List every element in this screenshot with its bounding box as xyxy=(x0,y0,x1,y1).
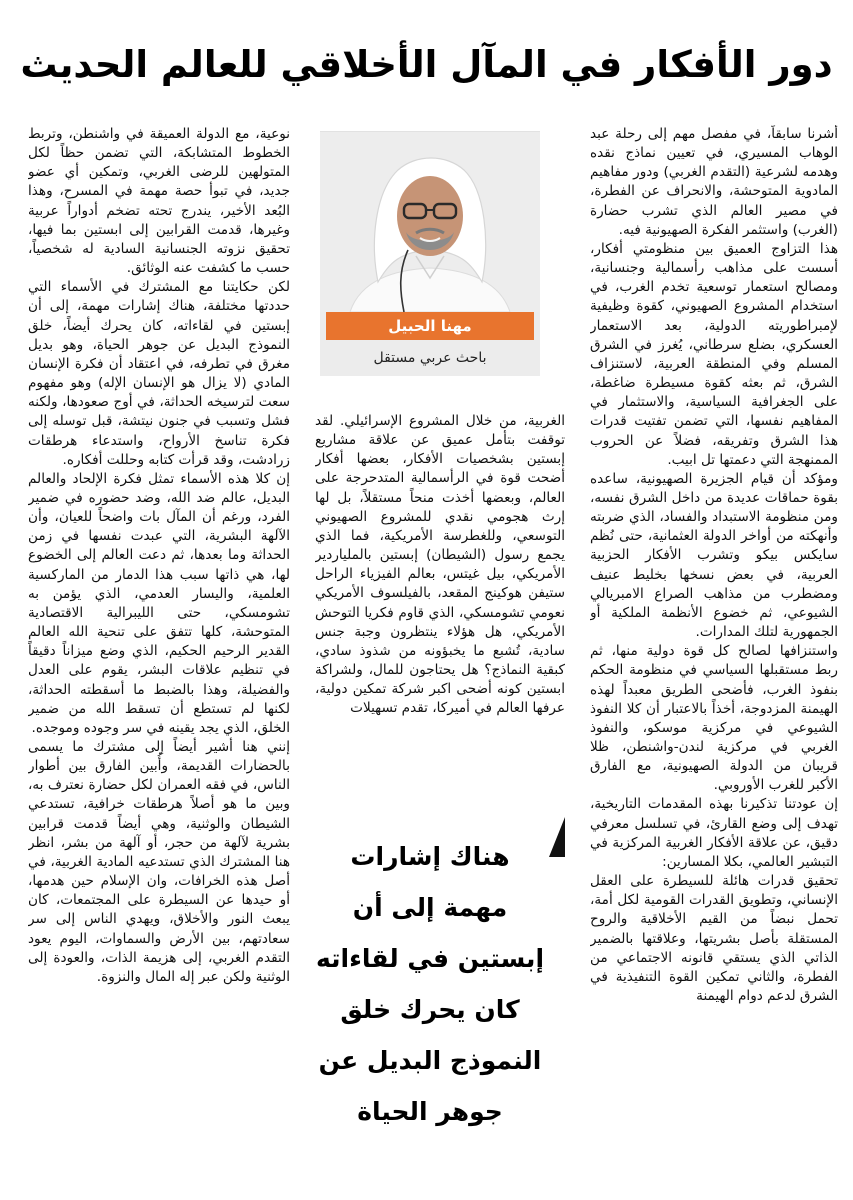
paragraph: واستنزافها لصالح كل قوة دولية منها، ثم ربط مستقبلها السياسي في منظومة الحكم بنفوذ الغرب، فأضحى الطريق معبداً لهذه الهيمنة المزدوجة، أخذاً بالاعتبار أن كلا النفوذ الشيوعي في مركزية موسكو، والنفوذ الغربي في مركزية لندن-واشنطن، ظلا قريبان من الدولة الصهيونية، مع الفارق الأكبر للغرب الأوروبي. xyxy=(590,643,838,794)
article-column-middle xyxy=(315,412,565,787)
paragraph: إن كلا هذه الأسماء تمثل فكرة الإلحاد والعالم البديل، عالم ضد الله، وضد حضوره في ضمير الفرد، ورغم أن المآل بات واضحاً للعيان، وأن الآلهة البشرية، التي عبدت نفسها في زمن الحداثة وما بعدها، ثم دعت العالم إلى الخضوع لها، هي ذاتها سبب هذا الدمار من الماركسية العلمية، واليسار العدمي، الذي يؤمن به تشومسكي، حتى الليبرالية الاقتصادية المتوحشة، كلها تتفق على تنحية الله العالم القدير الرحيم الحكيم، الذي وضع ميزاناً دقيقاً في تنظيم علاقات البشر، يقوم على العدل والفضيلة، وهذا بالضبط ما أسقطته الحداثة، لكنها لم تستطع أن تسقط الله من ضمير الخلق، الذي يجد يقينه في سر وجوده وموجده. xyxy=(28,470,290,736)
paragraph: إن عودتنا تذكيرنا بهذه المقدمات التاريخية، تهدف إلى وضع القارئ، في تسلسل معرفي دقيق، عن علاقة الأفكار الغربية المركزية في التبشير العالمي، بكلا المسارين: xyxy=(590,796,838,870)
paragraph: إنني هنا أشير أيضاً إلى مشترك ما يسمى بالحضارات القديمة، وأُبين الفارق بين أطوار الناس، في فقه العمران لكل حضارة نعترف به، وبين ما هو أصلاً هرطقات خرافية، تستدعي الشيطان والوثنية، وهي أيضاً قدمت قرابين بشرية لآلهة من حجر، أو آلهة من بشر، انظر هنا المشترك الذي تستدعيه المادية الغربية، في أصل هذه الخرافات، وان الإسلام حين هدمها، أو حيدها عن السيطرة على المجتمعات، كان يبعث النور والأخلاق، ويهدي الناس إلى سر سعادتهم، بين الأرض والسماوات، اليوم يعود التقدم الغربي، إلى هزيمة الذات، والعودة إلى الوثنية ولكن عبر إله المال والنزوة. xyxy=(28,739,290,985)
pull-quote-text: هناك إشارات مهمة إلى أن إبستين في لقاءاته كان يحرك خلق النموذج البديل عن جوهر الحياة xyxy=(315,842,545,1126)
author-photo xyxy=(320,132,540,312)
quote-corner-icon xyxy=(545,817,565,857)
author-box xyxy=(320,131,540,376)
paragraph: نوعية، مع الدولة العميقة في واشنطن، وتربط الخطوط المتشابكة، التي تضمن حظاً لكل المتولهين للرضى الغربي، وتمكين أي عضو جديد، في تبوأ حصة مهمة في المسرح، وهذا البُعد الأخير، يندرج تحته تضخم أدواراً عربية وغيرها، قدمت القرابين إلى ابستين بما فيها، تحقيق نزوته الجنسانية السادية له شخصياً، حسب ما كشفت عنه الوثائق. xyxy=(28,126,290,277)
author-name: مهنا الحبيل xyxy=(326,312,534,340)
paragraph: الغربية، من خلال المشروع الإسرائيلي. لقد توقفت بتأمل عميق عن علاقة مشاريع إبستين بشخصيات الأفكار، بعضها أفكار أضحت قوة في الرأسمالية المتدحرجة على العالم، وبعضها أخذت منحاً مستقلاً، بل لها إرث هجومي نقدي للمشروع الصهيوني التوسعي، وللغطرسة الأمريكية، فما الذي يجمع رسول (الشيطان) إبستين بالملياردير الأمريكي، بيل غيتس، بعالم الفيزياء الراحل ستيفن هوكينج المقعد، بالفيلسوف الأمريكي نعومي تشومسكي، الذي قاوم فكريا التوحش الأمريكي، هل هؤلاء ينتظرون وجبة جنس سادية، تُشبع ما يخبؤونه من شذوذ سادي، كبقية النماذج؟ هل يحتاجون للمال، ولشراكة ابستين كونه أضحى اكبر شركة تمكين دولية، عرفها العالم في أميركا، تقدم تسهيلات xyxy=(315,413,565,717)
paragraph: هذا التزاوج العميق بين منظومتي أفكار، أسست على مذاهب رأسمالية وجنسانية، ومصالح استعمار توسعية تخدم الغرب، في استخدام المشروع الصهيوني، كقوة وظيفية لإمبراطوريته الدولية، بعد الاستعمار العسكري، بضلع سرطاني، يُغرز في الشرق المسلم وفي المنطقة العربية، لاستنزاف الشرق، ثم بعثه كقوة مسيطرة ضاغطة، على الجغرافية السياسية، والاستثمار في المفاهيم نفسها، التي تضمن تفتيت قدرات هذا الشرق وتفريقه، فضلاً عن الحروب الممنهجة التي دعمتها تل ابيب. xyxy=(590,240,838,468)
paragraph: ومؤكد أن قيام الجزيرة الصهيونية، ساعده بقوة حماقات عديدة من داخل الشرق نفسه، ومن منظومة الاستبداد والفساد، الذي ضربته وأنهكته من أواخر الدولة العثمانية، حتى نُظم سايكس بيكو وتشرب الأفكار الحزبية العربية، في بعض نسخها بخليط عنيف ومضطرب من مذاهب الصراع الامبريالي الشيوعي، ثم خضوع الأنظمة الملكية أو الجمهورية لتلك المدارات. xyxy=(590,470,838,641)
paragraph: أشرنا سابقاً، في مفصل مهم إلى رحلة عبد الوهاب المسيري، في تعيين نماذج نقده وهدمه لشرعية (التقدم الغربي) ودور مفاهيم المادوية المتوحشة، والانحراف عن الفطرة، في مصير العالم الذي تشرب حضارة (الغرب) واستثمر الفكرة الصهيونية فيه. xyxy=(590,126,838,238)
article-column-right xyxy=(590,125,838,1185)
article-column-left xyxy=(28,125,290,1185)
paragraph: لكن حكايتنا مع المشترك في الأسماء التي حددتها مختلفة، هناك إشارات مهمة، إلى أن إبستين في لقاءاته، كان يحرك أيضاً، خلق النموذج البديل عن جوهر الحياة، وهو بديل مغرق في تطرفه، في اعتقاد أن فكرة الإنسان المادي (لا يزال هو الإنسان الإله) وهو مفهوم سعت لترسيخه الحداثة، في أوج صعودها، ولكنه فشل وتسبب في جنون نيتشة، قبل توسله إلى فكرة تناسخ الأرواح، واستدعاء هرطقات زرادشت، وقد قرأت كتابه وحللت أفكاره. xyxy=(28,279,290,468)
author-title: باحث عربي مستقل xyxy=(373,350,487,366)
paragraph: تحقيق قدرات هائلة للسيطرة على العقل الإنساني، وتطويق القدرات القومية لكل أمة، تحمل نبضاً من القيم الأخلاقية والروح المستقلة بأصل بشريتها، وعلاقتها بالضمير الذاتي الذي يستقي قانونه الاجتماعي من الفطرة، والثاني تمكين القوة التنفيذية في الشرق لدعم دوام الهيمنة xyxy=(590,873,838,1005)
article-headline: دور الأفكار في المآل الأخلاقي للعالم الحديث xyxy=(20,43,833,86)
pull-quote xyxy=(315,817,565,1187)
